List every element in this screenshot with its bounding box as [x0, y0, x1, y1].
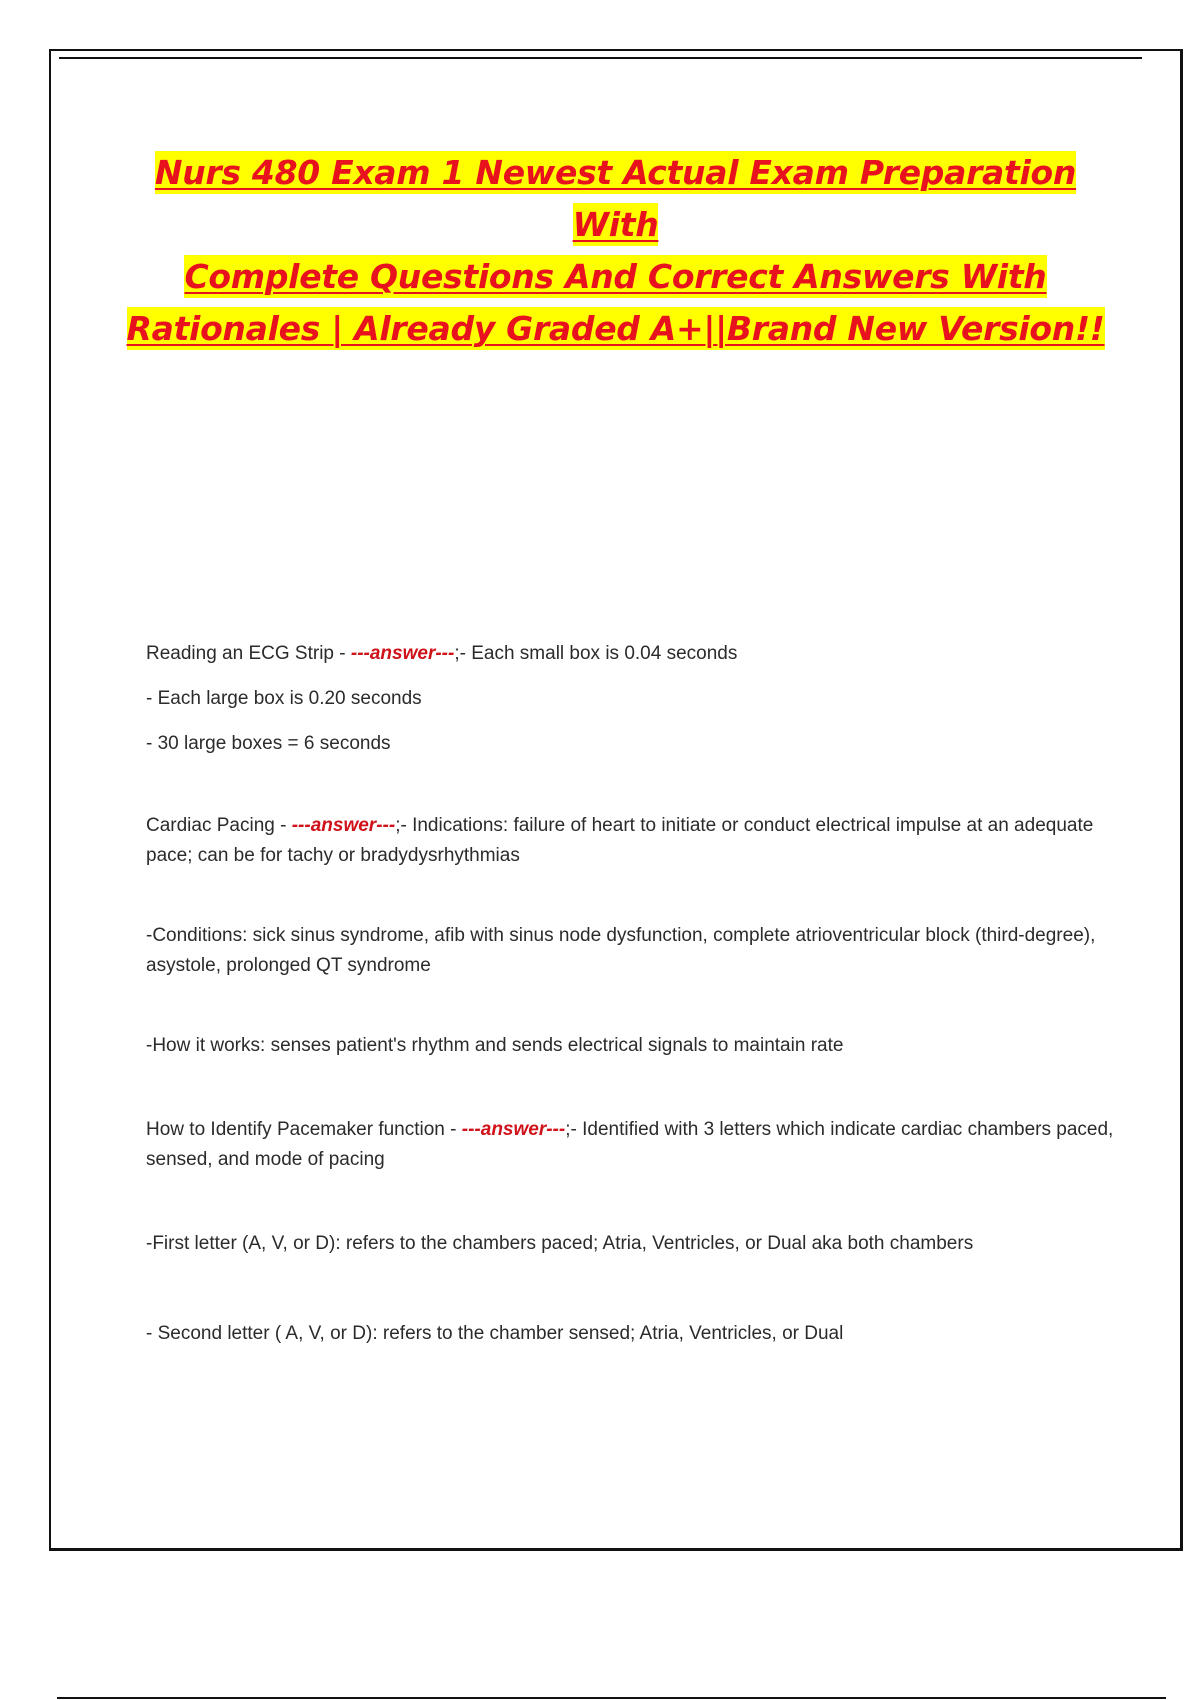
ecg-question: [146, 639, 1131, 669]
pacing-term: Cardiac Pacing -: [146, 815, 292, 836]
title-line-2: Complete Questions And Correct Answers With: [184, 257, 1047, 296]
page-border: [49, 49, 1183, 1551]
title-line-1: Nurs 480 Exam 1 Newest Actual Exam Preparation With: [154, 153, 1077, 244]
pacing-answer-marker: ---answer---: [291, 815, 396, 836]
top-rule: [59, 57, 1142, 59]
pacing-answer: ;- Indications: failure of heart to initiate or conduct electrical impulse at an adequate pace; can be for tachy or bradydysrhythmias: [146, 815, 1094, 866]
pacing-question: [146, 811, 1131, 871]
pacemaker-answer-marker: ---answer---: [461, 1119, 566, 1140]
question-list: [146, 639, 1131, 1349]
pacemaker-term: How to Identify Pacemaker function -: [146, 1119, 462, 1140]
title-line-3: Rationales | Already Graded A+||Brand New Version!!: [126, 309, 1105, 348]
ecg-answer: ;- Each small box is 0.04 seconds: [454, 643, 738, 664]
document-title: [111, 147, 1120, 355]
pacemaker-question: [146, 1115, 1131, 1175]
pacemaker-answer: ;- Identified with 3 letters which indicate cardiac chambers paced, sensed, and mode of pacing: [146, 1119, 1114, 1170]
pacing-conditions: -Conditions: sick sinus syndrome, afib with sinus node dysfunction, complete atrioventricular block (third-degree), asystole, prolonged QT syndrome: [146, 925, 1096, 976]
bottom-rule: [57, 1697, 1166, 1699]
ecg-term: Reading an ECG Strip -: [146, 643, 351, 664]
pacemaker-second-letter: - Second letter ( A, V, or D): refers to the chamber sensed; Atria, Ventricles, or Dual: [146, 1323, 844, 1344]
ecg-large-box: - Each large box is 0.20 seconds: [146, 688, 422, 709]
pacing-how-it-works: -How it works: senses patient's rhythm and sends electrical signals to maintain rate: [146, 1035, 844, 1056]
ecg-answer-marker: ---answer---: [350, 643, 455, 664]
ecg-thirty-boxes: - 30 large boxes = 6 seconds: [146, 733, 391, 754]
pacemaker-first-letter: -First letter (A, V, or D): refers to the chambers paced; Atria, Ventricles, or Dual aka both chambers: [146, 1233, 974, 1254]
